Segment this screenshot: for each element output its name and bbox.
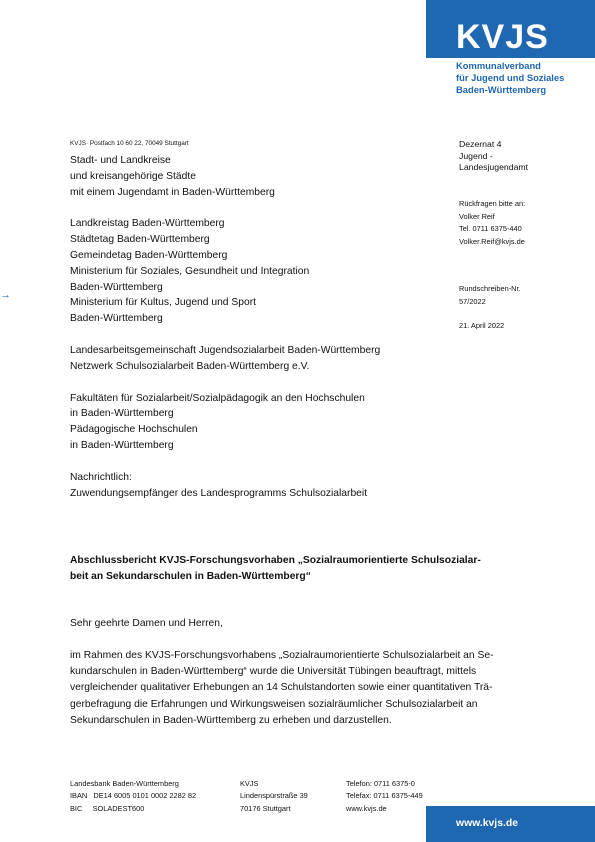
contact-name: Volker Reif <box>459 211 495 221</box>
body-line: Sekundarschulen in Baden-Württemberg zu erheben und darzustellen. <box>70 714 392 726</box>
recipient-line: und kreisangehörige Städte <box>70 170 196 182</box>
body-paragraph <box>70 648 530 729</box>
department-block <box>459 139 589 174</box>
recipient-line: Zuwendungsempfänger des Landesprogramms Schulsozialarbeit <box>70 487 368 499</box>
org-name <box>456 60 595 95</box>
logo-text: KVJS <box>456 18 549 56</box>
contact-phone: Tel. 0711 6375-440 <box>459 224 522 233</box>
footer-bank <box>70 778 196 815</box>
subject-line: beit an Sekundarschulen in Baden-Württemberg“ <box>70 570 311 582</box>
circular-number: 57/2022 <box>459 296 486 306</box>
letter-date: 21. April 2022 <box>459 321 505 330</box>
circular-block <box>459 283 589 308</box>
body-line: im Rahmen des KVJS-Forschungsvorhabens „Sozialraumorientierte Schulsozialarbeit an Se- <box>70 650 494 661</box>
footer-link[interactable]: www.kvjs.de <box>346 803 387 813</box>
recipient-line: Ministerium für Soziales, Gesundheit und Integration <box>70 265 310 277</box>
department-line: Dezernat 4 <box>459 139 502 149</box>
recipient-line: Städtetag Baden-Württemberg <box>70 234 210 246</box>
department-line: Landesjugendamt <box>459 162 529 172</box>
recipient-line: mit einem Jugendamt in Baden-Württemberg <box>70 186 275 198</box>
recipient-line: Netzwerk Schulsozialarbeit Baden-Württemberg e.V. <box>70 360 310 372</box>
footer-line: BIC SOLADEST600 <box>70 803 145 813</box>
recipient-line: Landesarbeitsgemeinschaft Jugendsozialarbeit Baden-Württemberg <box>70 344 381 356</box>
footer-line: Landesbank Baden-Württemberg <box>70 779 179 788</box>
subject <box>70 553 530 585</box>
org-line: Kommunalverband <box>456 60 541 71</box>
org-line: Baden-Württemberg <box>456 83 547 95</box>
footer-line: Telefon: 0711 6375-0 <box>346 779 415 788</box>
recipient-line: in Baden-Württemberg <box>70 439 174 451</box>
recipient-line: Landkreistag Baden-Württemberg <box>70 218 225 230</box>
footer-line: IBAN DE14 6005 0101 0002 2282 82 <box>70 791 197 801</box>
recipient-line: Baden-Württemberg <box>70 281 163 293</box>
recipient-line: Gemeindetag Baden-Württemberg <box>70 249 228 261</box>
footer-line: 70176 Stuttgart <box>240 803 291 813</box>
footer-address <box>240 778 308 815</box>
footer-url-link[interactable]: www.kvjs.de <box>456 818 518 829</box>
org-line: für Jugend und Soziales <box>456 71 565 83</box>
recipient-line: Baden-Württemberg <box>70 313 163 325</box>
salutation: Sehr geehrte Damen und Herren, <box>70 618 223 629</box>
circular-label: Rundschreiben-Nr. <box>459 284 521 293</box>
recipient-line: Ministerium für Kultus, Jugend und Sport <box>70 297 257 309</box>
body-line: kundarschulen in Baden-Württemberg“ wurde die Universität Tübingen beauftragt, mittels <box>70 666 477 678</box>
recipient-line: Nachrichtlich: <box>70 471 132 483</box>
footer-contact <box>346 778 423 815</box>
sender-line: KVJS· Postfach 10 60 22, 70049 Stuttgart <box>70 140 189 147</box>
arrow-right-icon: → <box>0 289 11 301</box>
footer-line: Lindenspürstraße 39 <box>240 791 308 801</box>
recipient-line: Fakultäten für Sozialarbeit/Sozialpädagogik an den Hochschulen <box>70 392 365 404</box>
body-line: vergleichender qualitativer Erhebungen an 14 Schulstandorten sowie einer quantitativen Trä- <box>70 682 493 694</box>
recipient-line: in Baden-Württemberg <box>70 408 174 420</box>
subject-line: Abschlussbericht KVJS-Forschungsvorhaben „Sozialraumorientierte Schulsozialar- <box>70 555 481 566</box>
recipient-block <box>70 153 450 501</box>
department-line: Jugend - <box>459 150 493 161</box>
footer-line: KVJS <box>240 779 259 788</box>
recipient-line: Pädagogische Hochschulen <box>70 424 198 436</box>
body-line: gerbefragung die Erfahrungen und Wirkungsweisen sozialräumlicher Schulsozialarbeit an <box>70 698 478 710</box>
contact-label: Rückfragen bitte an: <box>459 199 526 208</box>
contact-email[interactable]: Volker.Reif@kvjs.de <box>459 236 525 246</box>
footer-line: Telefax: 0711 6375-449 <box>346 791 423 801</box>
contact-block <box>459 198 589 248</box>
recipient-line: Stadt- und Landkreise <box>70 155 171 166</box>
